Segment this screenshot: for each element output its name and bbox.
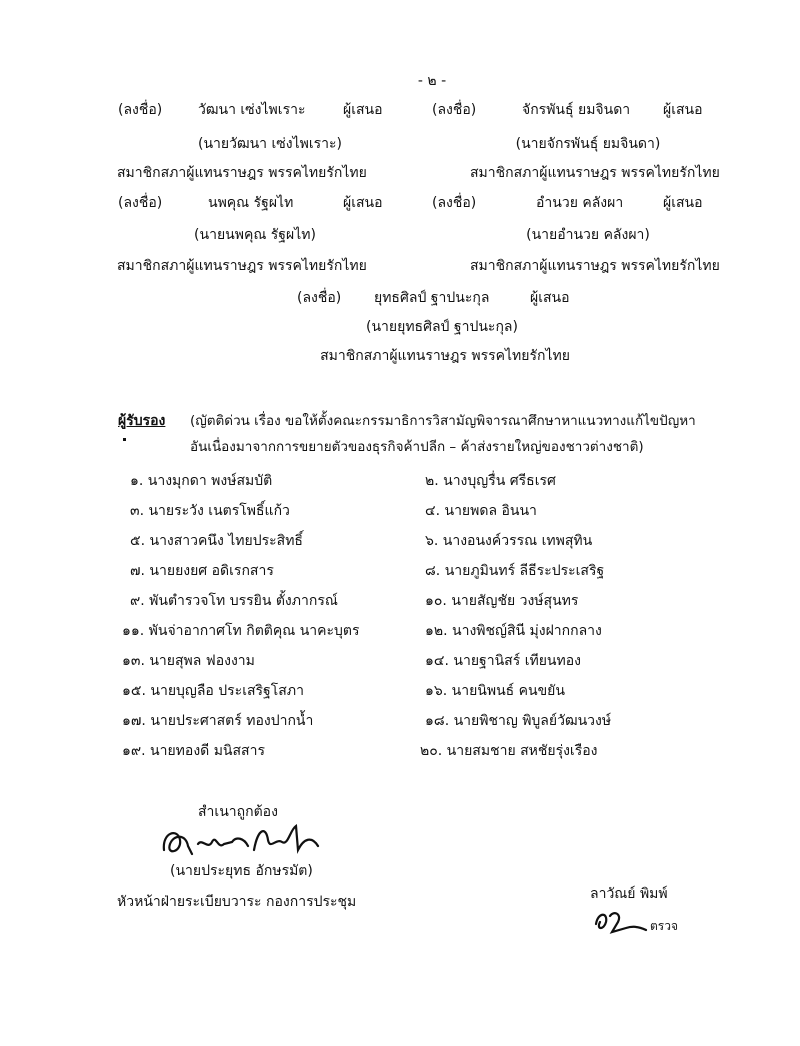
signer-name: ยุทธศิลป์ ฐาปนะกุล (374, 290, 490, 306)
certifier-name: (นายประยุทธ อักษรมัต) (170, 863, 313, 879)
supporter-item: ๕. นางสาวคนึง ไทยประสิทธิ์ (130, 533, 303, 549)
supporter-item: ๗. นายยงยศ อดิเรกสาร (130, 563, 274, 579)
sign-label: (ลงชื่อ) (432, 195, 477, 211)
typist-note: ลาวัณย์ พิมพ์ (590, 886, 668, 902)
supporter-item: ๑๔. นายฐานิสร์ เทียนทอง (425, 653, 581, 669)
signer-name: นพคุณ รัฐผไท (208, 195, 294, 211)
signer-name: วัฒนา เซ่งไพเราะ (198, 102, 306, 118)
supporters-heading: ผู้รับรอง (118, 413, 166, 429)
supporter-item: ๑๗. นายประศาสตร์ ทองปากน้ำ (122, 713, 314, 729)
page-number: - ๒ - (417, 73, 447, 89)
supporter-item: ๑๖. นายนิพนธ์ คนขยัน (425, 683, 565, 699)
signer-name: อำนวย คลังผา (536, 195, 624, 211)
supporter-item: ๘. นายภูมินทร์ ลีธีระประเสริฐ (425, 563, 605, 579)
certifier-title: หัวหน้าฝ่ายระเบียบวาระ กองการประชุม (117, 894, 357, 910)
signer-full-name: (นายวัฒนา เซ่งไพเราะ) (197, 136, 343, 152)
motion-title-line1: (ญัตติด่วน เรื่อง ขอให้ตั้งคณะกรรมาธิการวิสามัญพิจารณาศึกษาหาแนวทางแก้ไขปัญหา (190, 413, 696, 429)
supporter-item: ๔. นายพดล อินนา (425, 503, 537, 519)
signer-position: สมาชิกสภาผู้แทนราษฎร พรรคไทยรักไทย (470, 165, 720, 181)
supporter-item: ๑๓. นายสุพล ฟองงาม (122, 653, 255, 669)
signer-position: สมาชิกสภาผู้แทนราษฎร พรรคไทยรักไทย (117, 258, 367, 274)
supporter-item: ๑. นางมุกดา พงษ์สมบัติ (130, 473, 273, 489)
signer-position: สมาชิกสภาผู้แทนราษฎร พรรคไทยรักไทย (117, 165, 367, 181)
signer-role: ผู้เสนอ (530, 290, 570, 306)
supporter-item: ๑๕. นายบุญลือ ประเสริฐโสภา (122, 683, 304, 699)
sign-label: (ลงชื่อ) (297, 290, 342, 306)
signer-full-name: (นายอำนวย คลังผา) (526, 227, 650, 243)
signer-position: สมาชิกสภาผู้แทนราษฎร พรรคไทยรักไทย (470, 258, 720, 274)
checker-initials (592, 908, 648, 936)
supporter-item: ๑๑. พันจ่าอากาศโท กิตติคุณ นาคะบุตร (122, 623, 360, 639)
signer-full-name: (นายจักรพันธุ์ ยมจินดา) (515, 136, 661, 152)
supporter-item: ๒. นางบุญรื่น ศรีธเรศ (425, 473, 556, 489)
supporter-item: ๑๐. นายสัญชัย วงษ์สุนทร (425, 593, 579, 609)
supporter-item: ๑๘. นายพิชาญ พิบูลย์วัฒนวงษ์ (425, 713, 612, 729)
supporter-item: ๒๐. นายสมชาย สหชัยรุ่งเรือง (420, 743, 598, 759)
signer-position: สมาชิกสภาผู้แทนราษฎร พรรคไทยรักไทย (320, 348, 570, 364)
signer-role: ผู้เสนอ (663, 102, 703, 118)
signer-role: ผู้เสนอ (343, 102, 383, 118)
sign-label: (ลงชื่อ) (118, 195, 163, 211)
checked-label: ตรวจ (650, 919, 679, 933)
supporter-item: ๖. นางอนงค์วรรณ เทพสุทิน (425, 533, 593, 549)
signer-role: ผู้เสนอ (663, 195, 703, 211)
supporter-item: ๙. พันตำรวจโท บรรยิน ตั้งภากรณ์ (130, 593, 338, 609)
supporter-item: ๑๒. นางพิชญ์สินี มุ่งฝากกลาง (425, 623, 602, 639)
certified-copy-label: สำเนาถูกต้อง (198, 804, 278, 820)
signer-full-name: (นายยุทธศิลป์ ฐาปนะกุล) (366, 319, 518, 335)
signer-role: ผู้เสนอ (343, 195, 383, 211)
supporter-item: ๓. นายระวัง เนตรโพธิ์แก้ว (130, 503, 290, 519)
sign-label: (ลงชื่อ) (118, 102, 163, 118)
sign-label: (ลงชื่อ) (432, 102, 477, 118)
signer-full-name: (นายนพคุณ รัฐผไท) (194, 227, 316, 243)
signer-name: จักรพันธุ์ ยมจินดา (522, 102, 631, 118)
stray-mark (123, 438, 126, 441)
motion-title-line2: อันเนื่องมาจากการขยายตัวของธุรกิจค้าปลีก – ค้าส่งรายใหญ่ของชาวต่างชาติ) (190, 439, 644, 455)
handwritten-signature (158, 820, 328, 864)
supporter-item: ๑๙. นายทองดี มนิสสาร (122, 743, 265, 759)
